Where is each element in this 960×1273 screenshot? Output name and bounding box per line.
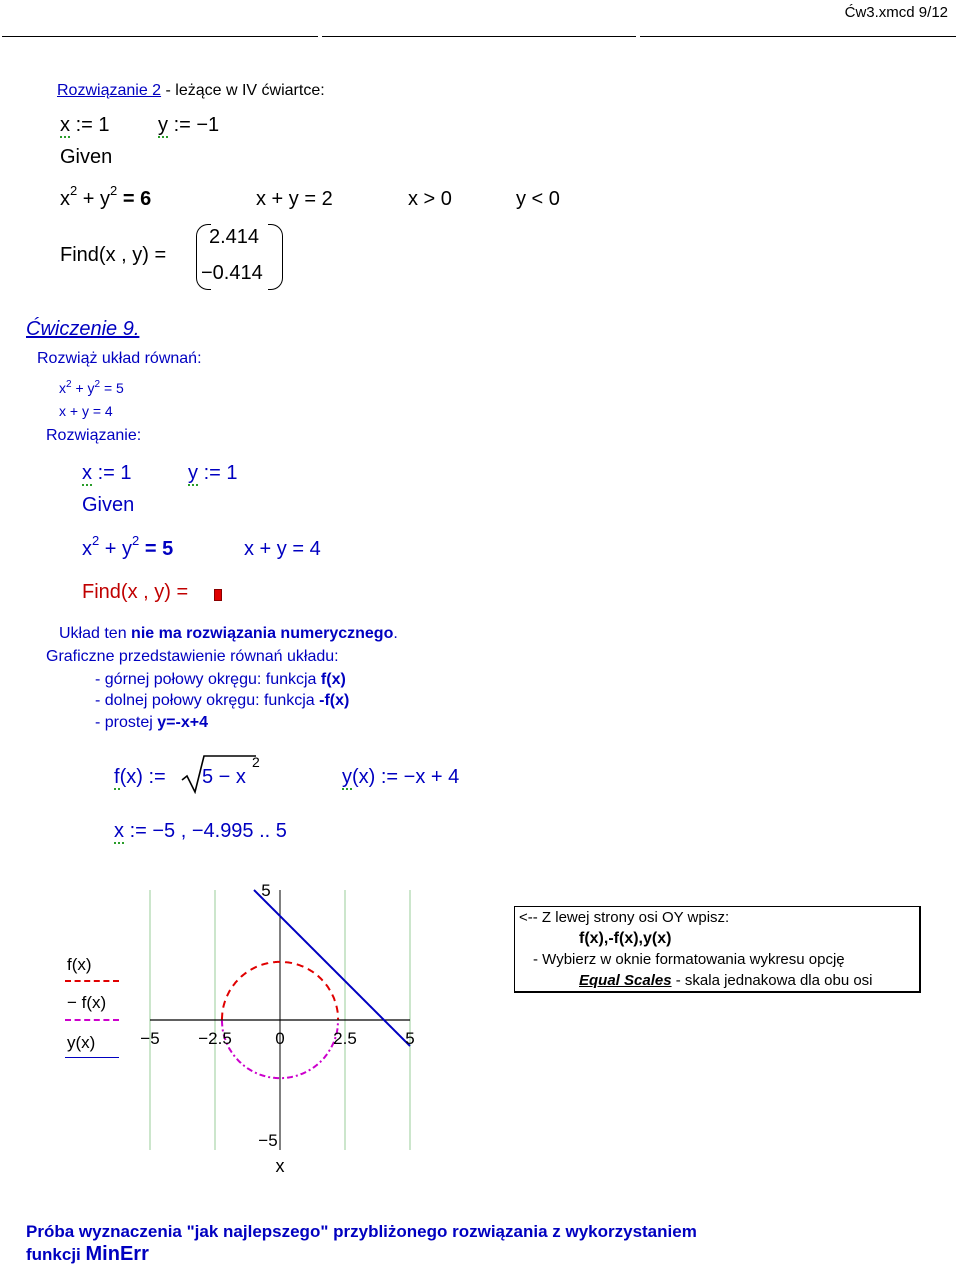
- legend-neg-f-line: [65, 1019, 119, 1021]
- y-definition[interactable]: [342, 766, 459, 789]
- eq-rhs: = 6: [122, 188, 152, 210]
- x-tick-label: −2.5: [198, 1029, 232, 1048]
- range-var: x: [114, 820, 124, 842]
- y-tick-label-bottom: −5: [258, 1131, 278, 1150]
- constraint-circle[interactable]: [60, 183, 152, 211]
- x-tick-label: 5: [405, 1029, 415, 1048]
- y-assign-value: := −1: [173, 114, 220, 136]
- f-name: f: [114, 766, 120, 788]
- f-body-exponent: 2: [252, 754, 260, 770]
- no-solution-text: [59, 625, 398, 643]
- sys-exp2: 2: [94, 379, 101, 390]
- header-rule-3: [640, 36, 956, 37]
- eq2-x: x: [82, 538, 92, 560]
- system-eq1: [59, 380, 124, 396]
- graph-item-2-text: - dolnej połowy okręgu: funkcja: [95, 692, 320, 709]
- section-title: [57, 82, 325, 100]
- function-plot[interactable]: [130, 876, 430, 1176]
- find-expression[interactable]: Find(x , y) =: [60, 244, 167, 266]
- instruction-note: [514, 906, 921, 993]
- range-values: := −5 , −4.995 .. 5: [129, 820, 287, 842]
- note-line-4: [579, 972, 873, 989]
- solution-link[interactable]: Rozwiązanie 2: [57, 82, 162, 99]
- x-tick-label: 0: [275, 1029, 285, 1048]
- note-line-2: f(x),-f(x),y(x): [579, 930, 672, 947]
- note-line-1: <-- Z lewej strony osi OY wpisz:: [519, 909, 730, 926]
- x-tick-label: 2.5: [333, 1029, 357, 1048]
- eq2-rhs: = 5: [144, 538, 174, 560]
- x-assignment-2[interactable]: [82, 462, 131, 485]
- sys-x: x: [59, 380, 66, 396]
- graph-item-3-func: y=-x+4: [157, 714, 208, 731]
- f-body: [202, 766, 246, 789]
- graph-item-3-text: - prostej: [95, 714, 158, 731]
- error-marker[interactable]: [214, 589, 222, 601]
- footer-minerr: MinErr: [85, 1243, 149, 1265]
- y-assignment[interactable]: [158, 114, 219, 137]
- sys-rhs: = 5: [100, 380, 124, 396]
- constraint-x-positive[interactable]: x > 0: [408, 188, 452, 210]
- sys-y: + y: [71, 380, 95, 396]
- system-eq2: x + y = 4: [59, 403, 113, 419]
- y-variable-2: y: [188, 462, 198, 484]
- graph-item-2: [95, 692, 349, 710]
- x-assignment[interactable]: [60, 114, 109, 137]
- y-func-body: (x) := −x + 4: [352, 766, 460, 788]
- constraint-line[interactable]: x + y = 2: [256, 188, 333, 210]
- range-definition[interactable]: [114, 820, 287, 843]
- exercise-title: Ćwiczenie 9.: [26, 318, 140, 340]
- y-tick-label-top: 5: [261, 881, 271, 900]
- eq-x: x: [60, 188, 70, 210]
- footer-line-1: Próba wyznaczenia "jak najlepszego" przybliżonego rozwiązania z wykorzystaniem: [26, 1222, 697, 1241]
- eq-exp2: 2: [110, 183, 118, 198]
- header-rule-1: [2, 36, 318, 37]
- given-keyword-2[interactable]: Given: [82, 494, 135, 516]
- footer-line-2-pre: funkcji: [26, 1245, 86, 1264]
- no-solution-post: .: [393, 625, 398, 642]
- note-line-3: - Wybierz w oknie formatowania wykresu opcję: [533, 951, 845, 968]
- eq-exp1: 2: [70, 183, 78, 198]
- x-tick-label: −5: [140, 1029, 160, 1048]
- note-equal-scales: Equal Scales: [579, 972, 672, 989]
- graph-intro: Graficzne przedstawienie równań układu:: [46, 648, 339, 665]
- matrix-right-paren: [268, 224, 283, 290]
- no-solution-bold: nie ma rozwiązania numerycznego: [131, 625, 394, 642]
- solution-label: Rozwiązanie:: [46, 427, 142, 444]
- eq-y: + y: [82, 188, 111, 210]
- find-result-x: 2.414: [209, 226, 260, 248]
- footer-line-2: [26, 1243, 149, 1266]
- graph-item-1-func: f(x): [320, 671, 346, 688]
- x-variable-2: x: [82, 462, 92, 484]
- x-axis-label: x: [275, 1156, 285, 1176]
- y-variable: y: [158, 114, 168, 136]
- x-variable: x: [60, 114, 70, 136]
- graph-item-2-func: -f(x): [319, 692, 350, 709]
- constraint-circle-2[interactable]: [82, 533, 174, 561]
- header-rule-2: [322, 36, 636, 37]
- find-result-y: −0.414: [201, 262, 263, 284]
- sys-exp1: 2: [66, 379, 72, 390]
- graph-item-1: [95, 671, 346, 689]
- graph-item-3: [95, 714, 208, 732]
- page-header: Ćw3.xmcd 9/12: [844, 4, 948, 21]
- y-assign-value-2: := 1: [203, 462, 238, 484]
- y-assignment-2[interactable]: [188, 462, 237, 485]
- legend-f: f(x): [67, 955, 92, 974]
- legend-y: y(x): [67, 1033, 96, 1052]
- note-line-4-rest: - skala jednakowa dla obu osi: [671, 972, 873, 989]
- given-keyword[interactable]: Given: [60, 146, 113, 168]
- legend-y-line: [65, 1057, 119, 1058]
- x-assign-value: := 1: [75, 114, 110, 136]
- f-definition[interactable]: [114, 766, 166, 789]
- eq2-exp1: 2: [92, 533, 100, 548]
- legend-f-line: [65, 980, 119, 982]
- f-body-expr: 5 − x: [202, 766, 246, 788]
- eq2-exp2: 2: [132, 533, 140, 548]
- constraint-line-2[interactable]: x + y = 4: [244, 538, 321, 560]
- series-line-2: [254, 890, 410, 1046]
- task-text: Rozwiąż układ równań:: [37, 350, 202, 367]
- y-func-name: y: [342, 766, 352, 788]
- x-assign-value-2: := 1: [97, 462, 132, 484]
- section-title-rest: - leżące w IV ćwiartce:: [161, 82, 325, 99]
- graph-item-1-text: - górnej połowy okręgu: funkcja: [95, 671, 321, 688]
- legend-neg-f: − f(x): [67, 993, 107, 1012]
- no-solution-pre: Układ ten: [59, 625, 132, 642]
- find-expression-error[interactable]: Find(x , y) =: [82, 581, 189, 603]
- eq2-y: + y: [104, 538, 133, 560]
- f-args: (x) :=: [119, 766, 166, 788]
- constraint-y-negative[interactable]: y < 0: [516, 188, 560, 210]
